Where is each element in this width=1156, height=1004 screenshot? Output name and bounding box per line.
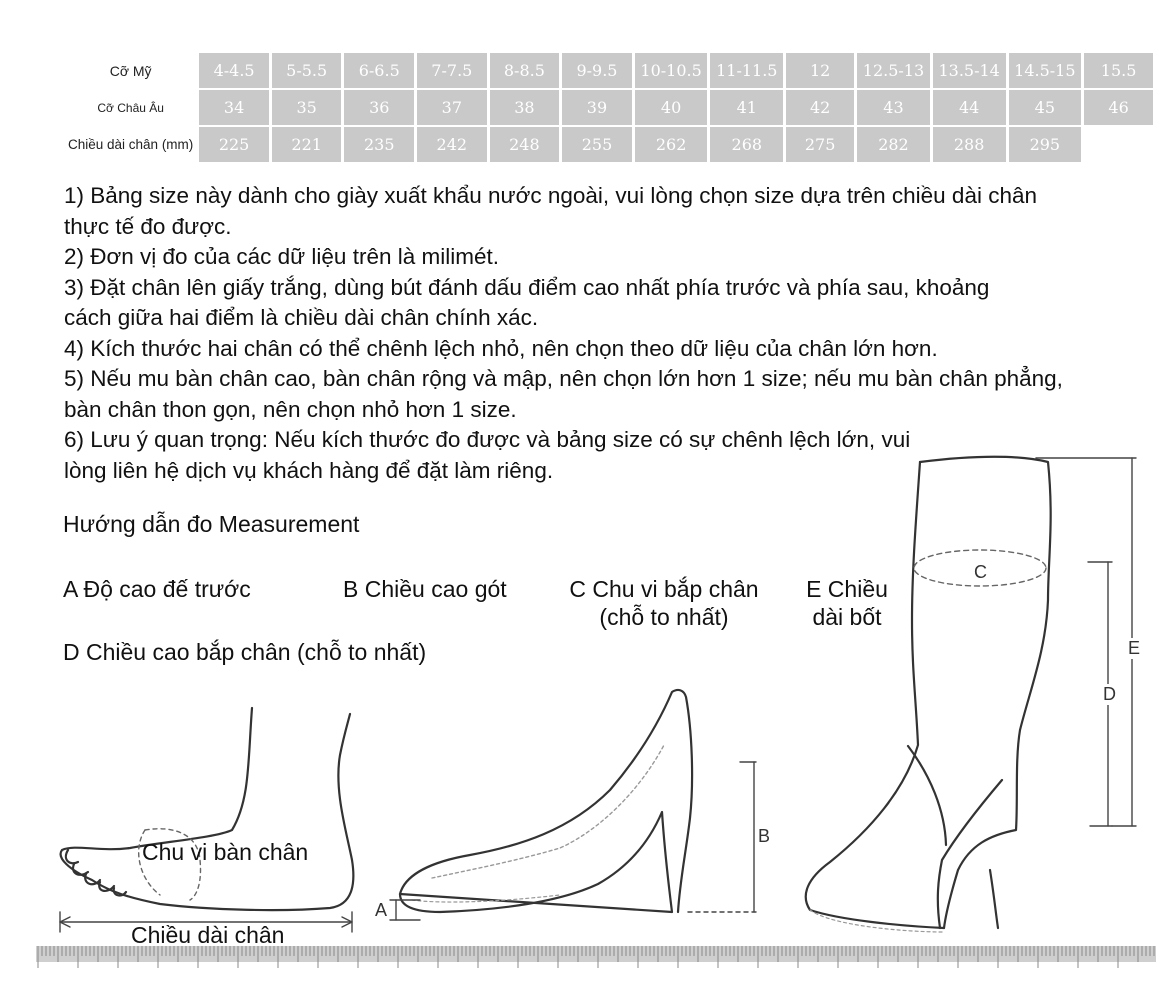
table-cell: 38 bbox=[490, 90, 560, 125]
boot-drawing bbox=[806, 457, 1051, 932]
table-cell: 248 bbox=[490, 127, 560, 162]
table-cell: 45 bbox=[1009, 90, 1082, 125]
table-cell: 10-10.5 bbox=[635, 53, 708, 88]
guide-label-e-line2: dài bốt bbox=[812, 604, 882, 630]
note-2: 2) Đơn vị đo của các dữ liệu trên là milimét. bbox=[64, 244, 499, 269]
foot-length-label: Chiều dài chân bbox=[131, 922, 285, 948]
table-cell: 11-11.5 bbox=[710, 53, 783, 88]
row-header-us: Cỡ Mỹ bbox=[65, 53, 196, 88]
table-cell: 235 bbox=[344, 127, 414, 162]
note-1: 1) Bảng size này dành cho giày xuất khẩu nước ngoài, vui lòng chọn size dựa trên chiều dài chân thực tế đo được. bbox=[64, 183, 1037, 239]
ruler bbox=[36, 946, 1156, 968]
pump-drawing bbox=[400, 690, 692, 912]
letter-e: E bbox=[1128, 638, 1141, 658]
table-cell: 40 bbox=[635, 90, 708, 125]
table-cell: 43 bbox=[857, 90, 930, 125]
table-cell: 36 bbox=[344, 90, 414, 125]
table-cell: 9-9.5 bbox=[562, 53, 632, 88]
table-cell: 275 bbox=[786, 127, 854, 162]
letter-d: D bbox=[1103, 684, 1116, 704]
table-cell: 288 bbox=[933, 127, 1006, 162]
table-cell: 42 bbox=[786, 90, 854, 125]
table-cell: 225 bbox=[199, 127, 269, 162]
table-cell: 39 bbox=[562, 90, 632, 125]
note-4: 4) Kích thước hai chân có thể chênh lệch nhỏ, nên chọn theo dữ liệu của chân lớn hơn. bbox=[64, 335, 938, 361]
table-cell: 37 bbox=[417, 90, 487, 125]
guide-label-b: B Chiều cao gót bbox=[343, 576, 507, 602]
table-cell: 13.5-14 bbox=[933, 53, 1006, 88]
table-cell: 255 bbox=[562, 127, 632, 162]
table-cell: 268 bbox=[710, 127, 783, 162]
row-header-eu: Cỡ Châu Âu bbox=[65, 90, 196, 125]
table-cell: 41 bbox=[710, 90, 783, 125]
guide-label-e bbox=[796, 575, 898, 631]
guide-label-e-line1: E Chiều bbox=[806, 576, 888, 602]
guide-label-c-line2: (chỗ to nhất) bbox=[599, 604, 729, 630]
table-cell: 295 bbox=[1009, 127, 1082, 162]
guide-title: Hướng dẫn đo Measurement bbox=[63, 511, 360, 537]
table-cell: 8-8.5 bbox=[490, 53, 560, 88]
letter-a: A bbox=[375, 900, 388, 920]
guide-label-d: D Chiều cao bắp chân (chỗ to nhất) bbox=[63, 639, 427, 665]
table-cell: 12 bbox=[786, 53, 854, 88]
table-cell: 12.5-13 bbox=[857, 53, 930, 88]
table-cell: 15.5 bbox=[1084, 53, 1153, 88]
table-cell: 7-7.5 bbox=[417, 53, 487, 88]
table-cell: 44 bbox=[933, 90, 1006, 125]
note-5: 5) Nếu mu bàn chân cao, bàn chân rộng và mập, nên chọn lớn hơn 1 size; nếu mu bàn chân phẳng, bàn chân thon gọn, nên chọn nhỏ hơn 1 size. bbox=[64, 366, 1063, 422]
letter-b: B bbox=[758, 826, 771, 846]
table-cell: 6-6.5 bbox=[344, 53, 414, 88]
table-cell: 5-5.5 bbox=[272, 53, 342, 88]
foot-drawing bbox=[61, 708, 354, 910]
table-cell: 221 bbox=[272, 127, 342, 162]
foot-girth-label: Chu vi bàn chân bbox=[142, 839, 309, 865]
guide-label-c bbox=[566, 575, 762, 631]
table-cell: 14.5-15 bbox=[1009, 53, 1082, 88]
table-cell: 4-4.5 bbox=[199, 53, 269, 88]
row-header-foot-length: Chiều dài chân (mm) bbox=[65, 127, 196, 162]
table-cell: 242 bbox=[417, 127, 487, 162]
table-cell: 282 bbox=[857, 127, 930, 162]
letter-c: C bbox=[971, 562, 990, 583]
table-cell: 262 bbox=[635, 127, 708, 162]
note-6: 6) Lưu ý quan trọng: Nếu kích thước đo được và bảng size có sự chênh lệch lớn, vui lòng liên hệ dịch vụ khách hàng để đặt làm riêng. bbox=[64, 427, 911, 483]
guide-label-c-line1: C Chu vi bắp chân bbox=[569, 576, 759, 602]
table-cell: 46 bbox=[1084, 90, 1153, 125]
guide-label-a: A Độ cao đế trước bbox=[63, 576, 251, 602]
note-3: 3) Đặt chân lên giấy trắng, dùng bút đánh dấu điểm cao nhất phía trước và phía sau, khoảng cách giữa hai điểm là chiều dài chân chính xác. bbox=[64, 274, 990, 330]
table-cell: 34 bbox=[199, 90, 269, 125]
table-cell: 35 bbox=[272, 90, 342, 125]
